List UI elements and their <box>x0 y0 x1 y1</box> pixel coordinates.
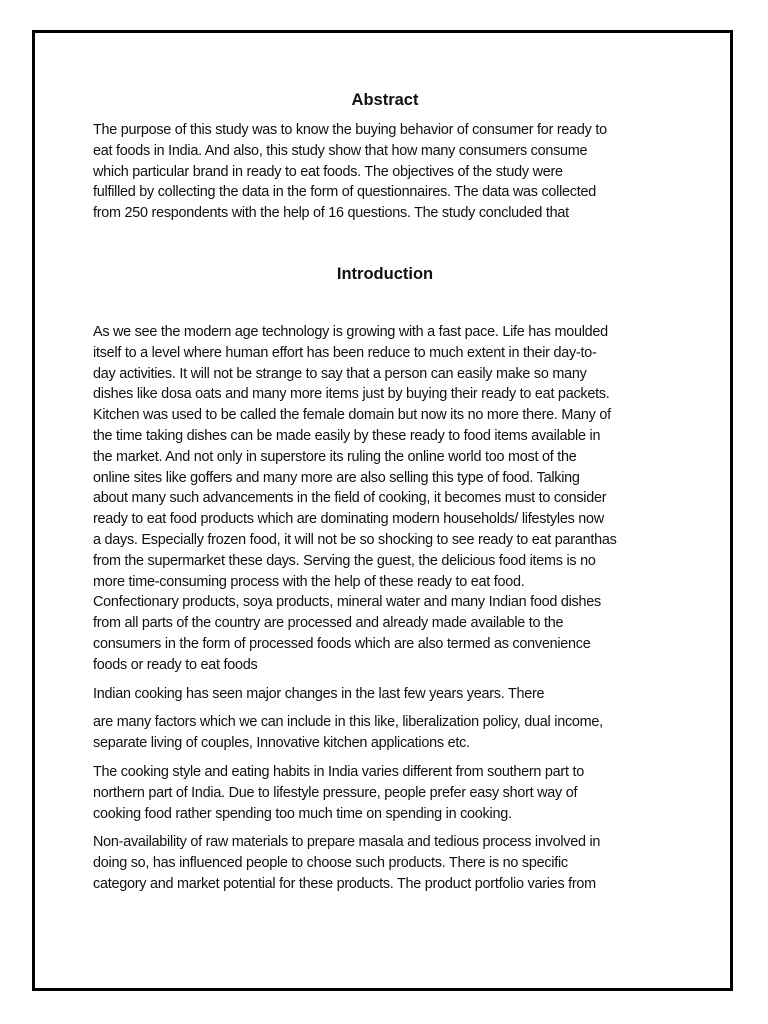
introduction-paragraph-4: The cooking style and eating habits in India varies different from southern part to northern part of India. Due to lifestyle pressure, people prefer easy short way of cooking food rather spending too much time on spending in cooking. <box>93 763 584 822</box>
abstract-heading: Abstract <box>351 91 419 109</box>
introduction-paragraph-2: Indian cooking has seen major changes in the last few years years. There <box>93 685 545 702</box>
abstract-paragraph: The purpose of this study was to know the buying behavior of consumer for ready to eat foods in India. And also, this study show that how many consumers consume which particular brand in ready to eat foods. The objectives of the study were fulfilled by collecting the data in the form of questionnaires. The data was collected from 250 respondents with the help of 16 questions. The study concluded that <box>93 122 607 222</box>
introduction-paragraph-5: Non-availability of raw materials to prepare masala and tedious process involved in doing so, has influenced people to choose such products. There is no specific category and market potential for these products. The product portfolio varies from <box>93 834 601 892</box>
document-body <box>93 88 677 895</box>
introduction-paragraph-3: are many factors which we can include in this like, liberalization policy, dual income, separate living of couples, Innovative kitchen applications etc. <box>93 714 603 752</box>
introduction-paragraph-1: As we see the modern age technology is growing with a fast pace. Life has moulded itself to a level where human effort has been reduce to much extent in their day-to- day activities. It will not be strange to say that a person can easily make so many dishes like dosa oats and many more items just by buying their ready to eat packets. Kitchen was used to be called the female domain but now its no more there. Many of the time taking dishes can be made easily by these ready to food items available in the market. And not only in superstore its ruling the online world too most of the online sites like goffers and many more are also selling this type of food. Talking about many such advancements in the field of cooking, it becomes must to consider ready to eat food products which are dominating modern households/ lifestyles now a days. Especially frozen food, it will not be so shocking to see ready to eat paranthas from the supermarket these days. Serving the guest, the delicious food items is no more time-consuming process with the help of these ready to eat food. Confectionary products, soya products, mineral water and many Indian food dishes from all parts of the country are processed and already made available to the consumers in the form of processed foods which are also termed as convenience foods or ready to eat foods <box>93 323 617 673</box>
introduction-heading: Introduction <box>336 264 434 283</box>
